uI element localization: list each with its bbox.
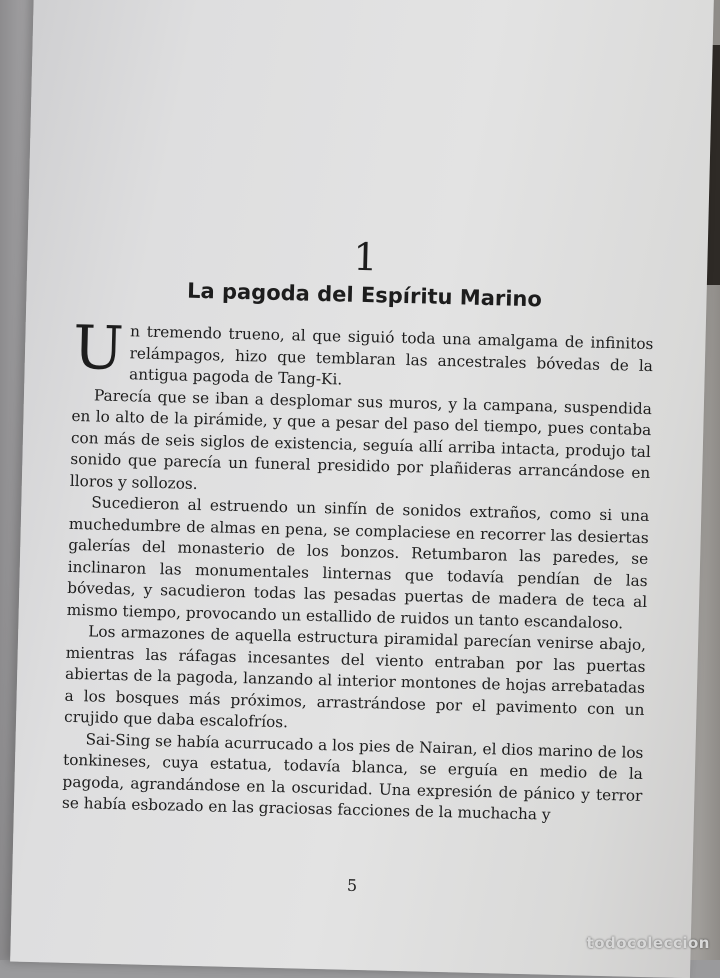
paragraph-5: Sai-Sing se había acurrucado a los pies de Nairan, el dios marino de los tonkineses, cuya estatua, todavía blanca, se erguía en medio de la pagoda, agrandándose en la oscuridad. Una expresión de pánico y terror se había esbozado en las graciosas facciones de la muchacha y: [61, 729, 644, 824]
watermark: todocoleccion: [586, 934, 710, 952]
paragraph-3: Sucedieron al estruendo un sinfín de sonidos extraños, como si una muchedumbre de almas en pena, se complaciese en recorrer las desiertas galerías del monasterio de los bonzos. Retumbaron las paredes, se inclinaron las monumentales linternas que todavía pendían de las bóvedas, y sacudieron todas las pesadas puertas de madera de teca al mismo tiempo, provocando un estallido de ruidos un tanto escandaloso.: [66, 493, 650, 632]
paragraph-2: Parecía que se iban a desplomar sus muros, y la campana, suspendida en lo alto de la pirámide, y que a pesar del paso del tiempo, pues contaba con más de seis siglos de existencia, seguía allí arriba intacta, produjo tal sonido que parecía un funeral presidido por plañideras arrancándose en lloros y sollozos.: [69, 385, 653, 493]
chapter-title: La pagoda del Espíritu Marino: [186, 278, 543, 312]
chapter-body: [61, 312, 654, 829]
paragraph-4: Los armazones de aquella estructura piramidal parecían venirse abajo, mientras las ráfagas incesantes del viento entraban por las puertas abiertas de la pagoda, lanzando al interior montones de hojas arrebatadas a los bosques más próximos, arrastrándose por el pavimento con un crujido que daba escalofríos.: [63, 622, 647, 732]
page-content: [62, 228, 656, 828]
drop-cap: U: [72, 312, 125, 385]
paragraph-1-text: n tremendo trueno, al que siguió toda una amalgama de infinitos relámpagos, hizo que temblaran las ancestrales bóvedas de la antigua pagoda de Tang-Ki.: [128, 322, 654, 389]
chapter-number: 1: [352, 234, 379, 280]
page-number: 5: [346, 875, 358, 896]
book-page: [10, 0, 714, 978]
